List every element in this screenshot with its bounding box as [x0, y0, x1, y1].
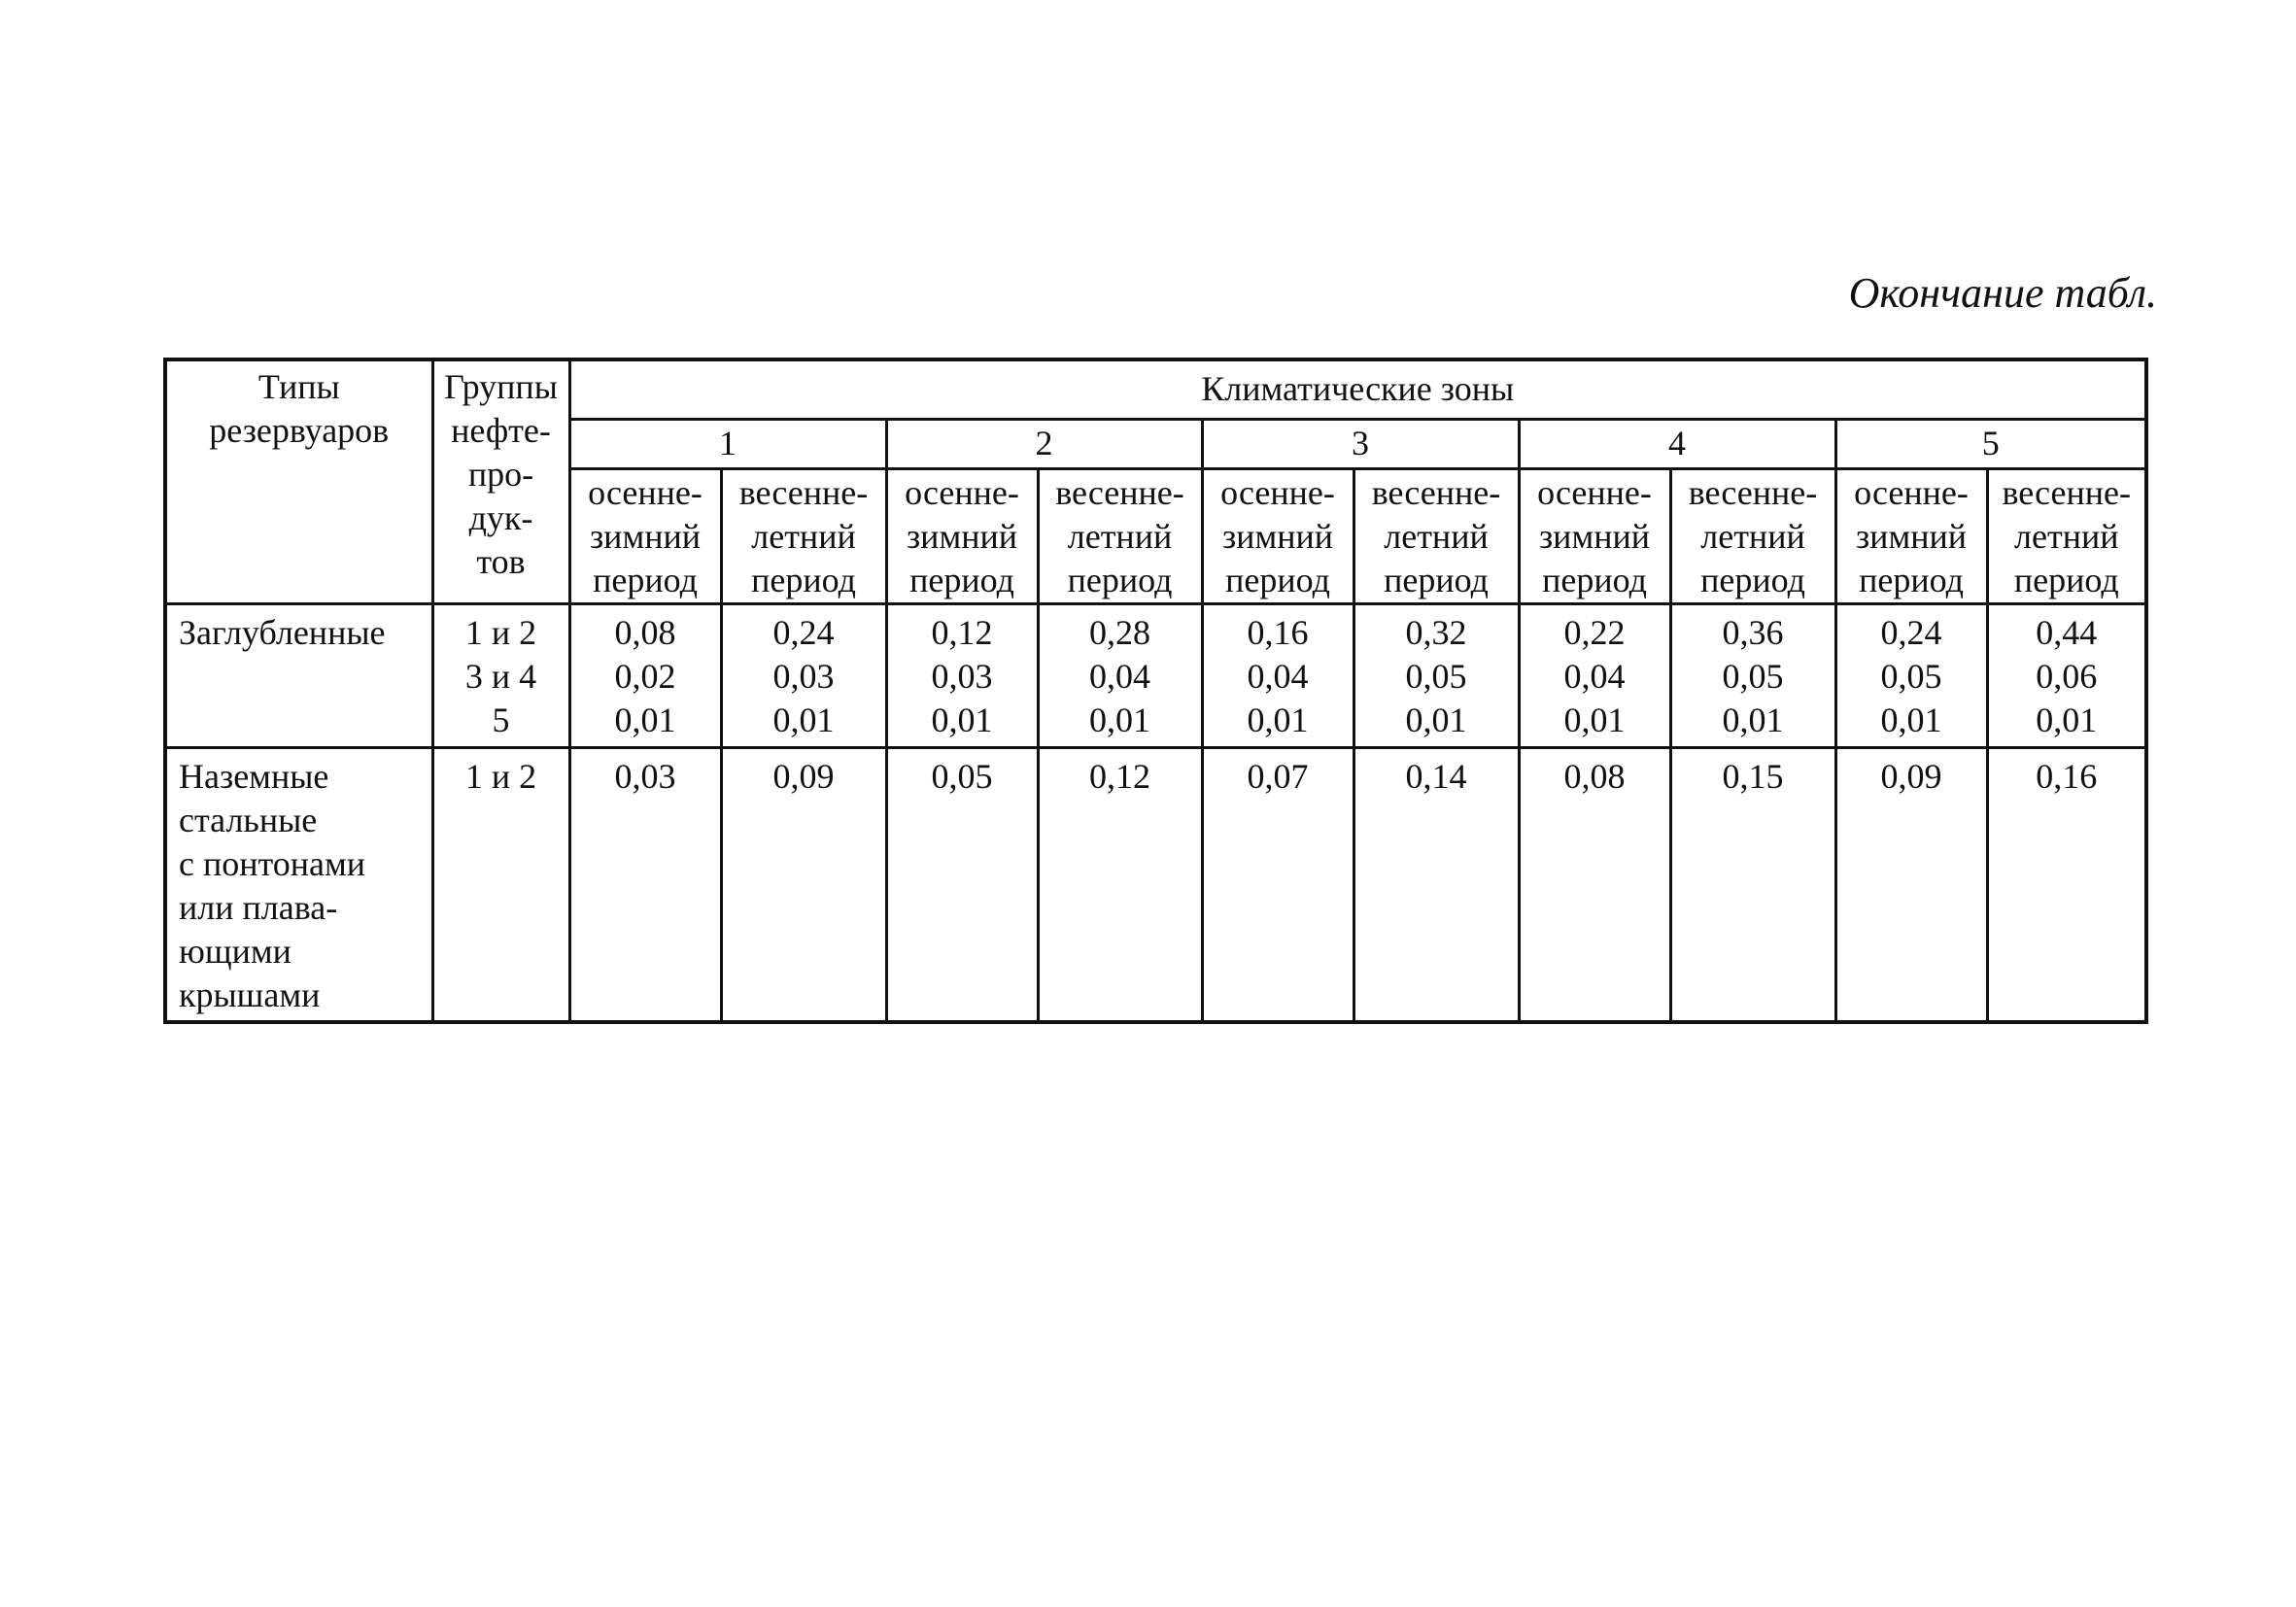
- cell-value: 0,14: [1405, 756, 1467, 796]
- cell-value: 0,04: [1247, 656, 1309, 696]
- header-text-line: летний: [751, 516, 856, 556]
- cell-text-line: 3 и 4: [464, 656, 537, 696]
- cell-value: 0,05: [931, 756, 993, 796]
- cell-value: 0,01: [1247, 700, 1309, 739]
- cell-text-line: ющими: [179, 931, 291, 971]
- header-text-line: осенне-: [1220, 472, 1335, 512]
- autumn-winter-period-header: [1202, 468, 1354, 603]
- cell-value: 0,12: [1089, 756, 1150, 796]
- cell-value: 0,44: [2036, 612, 2098, 652]
- autumn-winter-period-header: [1519, 468, 1670, 603]
- cell-text-line: с понтонами: [179, 843, 366, 883]
- header-text-line: весенне-: [738, 472, 869, 512]
- value-cell: [1987, 603, 2146, 747]
- header-text-line: период: [1067, 560, 1173, 599]
- header-text-line: период: [1225, 560, 1330, 599]
- cell-value: 0,01: [1722, 700, 1784, 739]
- header-text-line: осенне-: [1854, 472, 1969, 512]
- cell-text-line: Наземные: [179, 756, 329, 796]
- cell-value: 0,01: [931, 700, 993, 739]
- cell-value: 0,32: [1405, 612, 1467, 652]
- cell-text-line: 1 и 2: [464, 612, 537, 652]
- header-zone: 2: [886, 419, 1202, 468]
- cell-value: 0,01: [772, 700, 835, 739]
- header-text-line: осенне-: [905, 472, 1019, 512]
- value-cell: [1038, 747, 1202, 1022]
- autumn-winter-period-header: [1835, 468, 1987, 603]
- cell-value: 0,05: [1722, 656, 1784, 696]
- cell-value: 0,01: [1405, 700, 1467, 739]
- header-row-zones-title: [165, 359, 2146, 419]
- product-group-cell: [432, 747, 569, 1022]
- cell-value: 0,03: [931, 656, 993, 696]
- cell-value: 0,36: [1722, 612, 1784, 652]
- cell-text-line: 1 и 2: [464, 756, 537, 796]
- cell-value: 0,09: [772, 756, 835, 796]
- header-text-line: период: [1384, 560, 1489, 599]
- tank-type-cell: [165, 603, 432, 747]
- cell-value: 0,24: [1880, 612, 1942, 652]
- cell-value: 0,05: [1405, 656, 1467, 696]
- value-cell: [721, 747, 886, 1022]
- header-text-line: нефте-: [451, 411, 551, 450]
- header-text-line: дук-: [468, 498, 533, 537]
- spring-summer-period-header: [1354, 468, 1519, 603]
- spring-summer-period-header: [1670, 468, 1835, 603]
- autumn-winter-period-header: [886, 468, 1038, 603]
- cell-value: 0,03: [772, 656, 835, 696]
- value-cell: [1519, 603, 1670, 747]
- cell-text-line: Заглубленные: [179, 612, 386, 652]
- cell-value: 0,01: [2036, 700, 2098, 739]
- header-text-line: осенне-: [588, 472, 703, 512]
- cell-value: 0,01: [1880, 700, 1942, 739]
- header-text-line: зимний: [1855, 516, 1968, 556]
- value-cell: [1354, 747, 1519, 1022]
- header-text-line: зимний: [1538, 516, 1651, 556]
- cell-text-line: 5: [492, 700, 510, 739]
- cell-value: 0,05: [1880, 656, 1942, 696]
- value-cell: [569, 603, 721, 747]
- header-text-line: весенне-: [1688, 472, 1818, 512]
- spring-summer-period-header: [1038, 468, 1202, 603]
- cell-value: 0,04: [1563, 656, 1626, 696]
- value-cell: [569, 747, 721, 1022]
- tank-type-cell: [165, 747, 432, 1022]
- header-text-line: резервуаров: [209, 411, 390, 450]
- cell-value: 0,28: [1089, 612, 1150, 652]
- cell-value: 0,09: [1880, 756, 1942, 796]
- table-row: [165, 603, 2146, 747]
- cell-value: 0,08: [1563, 756, 1626, 796]
- value-cell: [1835, 747, 1987, 1022]
- cell-text-line: стальные: [179, 800, 318, 839]
- cell-value: 0,16: [1247, 612, 1309, 652]
- header-text-line: период: [1700, 560, 1805, 599]
- header-text-line: весенне-: [2002, 472, 2132, 512]
- header-text-line: период: [593, 560, 698, 599]
- cell-value: 0,06: [2036, 656, 2098, 696]
- header-text-line: период: [2013, 560, 2119, 599]
- cell-text-line: крышами: [179, 974, 321, 1014]
- header-text-line: зимний: [1221, 516, 1334, 556]
- cell-value: 0,24: [772, 612, 835, 652]
- header-text-line: период: [1859, 560, 1964, 599]
- header-tank-types: [165, 359, 432, 603]
- header-text-line: Группы: [444, 367, 558, 406]
- header-climate-zones: Климатические зоны: [569, 359, 2146, 419]
- cell-value: 0,03: [614, 756, 676, 796]
- header-text-line: летний: [1384, 516, 1489, 556]
- header-zone: 5: [1835, 419, 2146, 468]
- header-text-line: весенне-: [1055, 472, 1184, 512]
- header-text-line: зимний: [906, 516, 1018, 556]
- header-text-line: летний: [1700, 516, 1805, 556]
- value-cell: [721, 603, 886, 747]
- header-text-line: зимний: [589, 516, 702, 556]
- value-cell: [1519, 747, 1670, 1022]
- value-cell: [1670, 603, 1835, 747]
- header-text-line: период: [909, 560, 1014, 599]
- cell-value: 0,07: [1247, 756, 1309, 796]
- header-text-line: тов: [476, 542, 526, 581]
- header-text-line: про-: [467, 455, 534, 494]
- autumn-winter-period-header: [569, 468, 721, 603]
- header-text-line: период: [751, 560, 856, 599]
- cell-text-line: или плава-: [179, 887, 338, 927]
- cell-value: 0,12: [931, 612, 993, 652]
- cell-value: 0,15: [1722, 756, 1784, 796]
- cell-value: 0,02: [614, 656, 676, 696]
- product-group-cell: [432, 603, 569, 747]
- header-text-line: летний: [2014, 516, 2119, 556]
- header-text-line: осенне-: [1537, 472, 1652, 512]
- table-caption: Окончание табл.: [1848, 269, 2157, 317]
- cell-value: 0,22: [1563, 612, 1626, 652]
- value-cell: [886, 603, 1038, 747]
- cell-value: 0,16: [2036, 756, 2098, 796]
- header-product-groups: [432, 359, 569, 603]
- value-cell: [1354, 603, 1519, 747]
- value-cell: [1670, 747, 1835, 1022]
- header-text-line: весенне-: [1371, 472, 1501, 512]
- value-cell: [1202, 747, 1354, 1022]
- value-cell: [1202, 603, 1354, 747]
- spring-summer-period-header: [1987, 468, 2146, 603]
- cell-value: 0,01: [1089, 700, 1150, 739]
- header-zone: 3: [1202, 419, 1519, 468]
- value-cell: [886, 747, 1038, 1022]
- cell-value: 0,01: [614, 700, 676, 739]
- cell-value: 0,01: [1563, 700, 1626, 739]
- header-zone: 4: [1519, 419, 1835, 468]
- cell-value: 0,08: [614, 612, 676, 652]
- value-cell: [1987, 747, 2146, 1022]
- value-cell: [1038, 603, 1202, 747]
- climate-zones-table: [163, 358, 2148, 1024]
- header-text-line: период: [1542, 560, 1647, 599]
- header-text-line: летний: [1067, 516, 1173, 556]
- table-row: [165, 747, 2146, 1022]
- header-text-line: Типы: [257, 367, 340, 406]
- value-cell: [1835, 603, 1987, 747]
- cell-value: 0,04: [1089, 656, 1150, 696]
- spring-summer-period-header: [721, 468, 886, 603]
- header-zone: 1: [569, 419, 886, 468]
